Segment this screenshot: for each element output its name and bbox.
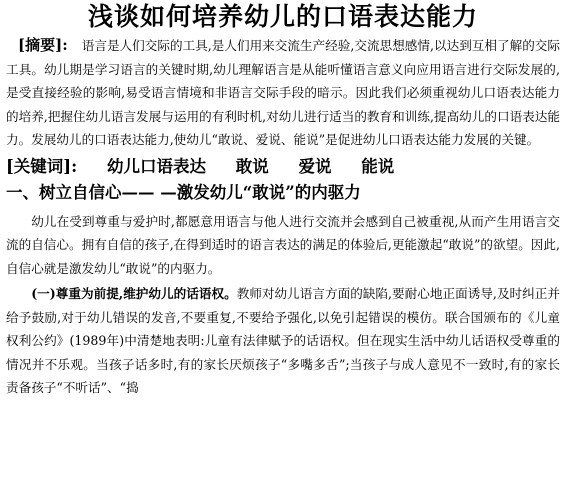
section-heading: 一、树立自信心—— —激发幼儿“敢说”的内驱力 bbox=[6, 182, 361, 202]
document-page bbox=[0, 2, 566, 484]
abstract-label: [摘要]: bbox=[18, 36, 68, 54]
subsection-heading: (一)尊重为前提,维护幼儿的话语权。 bbox=[31, 286, 237, 301]
keyword-item: 能说 bbox=[361, 156, 395, 176]
abstract-section bbox=[6, 34, 560, 152]
abstract-text: 语言是人们交际的工具,是人们用来交流生产经验,交流思想感情,以达到互相了解的交际工具。幼儿期是学习语言的关键时期,幼儿理解语言是从能听懂语言意义向应用语言进行交际发展的,是受直接经验的影响,易受语言情境和非语言交际手段的暗示。因此我们必须重视幼儿口语表达能力的培养,把握住幼儿语言发展与运用的有利时机,对幼儿进行适当的教育和训练,提高幼儿的口语表达能力。发展幼儿的口语表达能力,使幼儿“敢说、爱说、能说”是促进幼儿口语表达能力发展的关键。 bbox=[6, 38, 561, 147]
keyword-item: 爱说 bbox=[298, 156, 332, 176]
document-title: 浅谈如何培养幼儿的口语表达能力 bbox=[87, 2, 478, 31]
subsection-paragraph bbox=[6, 282, 560, 400]
keywords-section bbox=[6, 154, 560, 180]
body-paragraph: 幼儿在受到尊重与爱护时,都愿意用语言与他人进行交流并会感到自己被重视,从而产生用语言交流的自信心。拥有自信的孩子,在得到适时的语言表达的满足的体验后,更能激起“敢说”的欲望。因此,自信心就是激发幼儿“敢说”的内驱力。 bbox=[6, 213, 560, 276]
keywords-label: [关键词]: bbox=[6, 156, 78, 176]
keyword-item: 敢说 bbox=[235, 156, 269, 176]
keyword-item: 幼儿口语表达 bbox=[106, 156, 206, 176]
subsection-text: 教师对幼儿语言方面的缺陷,要耐心地正面诱导,及时纠正并给予鼓励,对于幼儿错误的发音,不要重复,不要给予强化,以免引起错误的模仿。联合国颁布的《儿童权利公约》(1989年)中清楚地表明:儿童有法律赋予的话语权。但在现实生活中幼儿话语权受尊重的情况并不乐观。当孩子话多时,有的家长厌烦孩子“多嘴多舌”;当孩子与成人意见不一致时,有的家长责备孩子“不听话”、“捣 bbox=[6, 286, 560, 395]
